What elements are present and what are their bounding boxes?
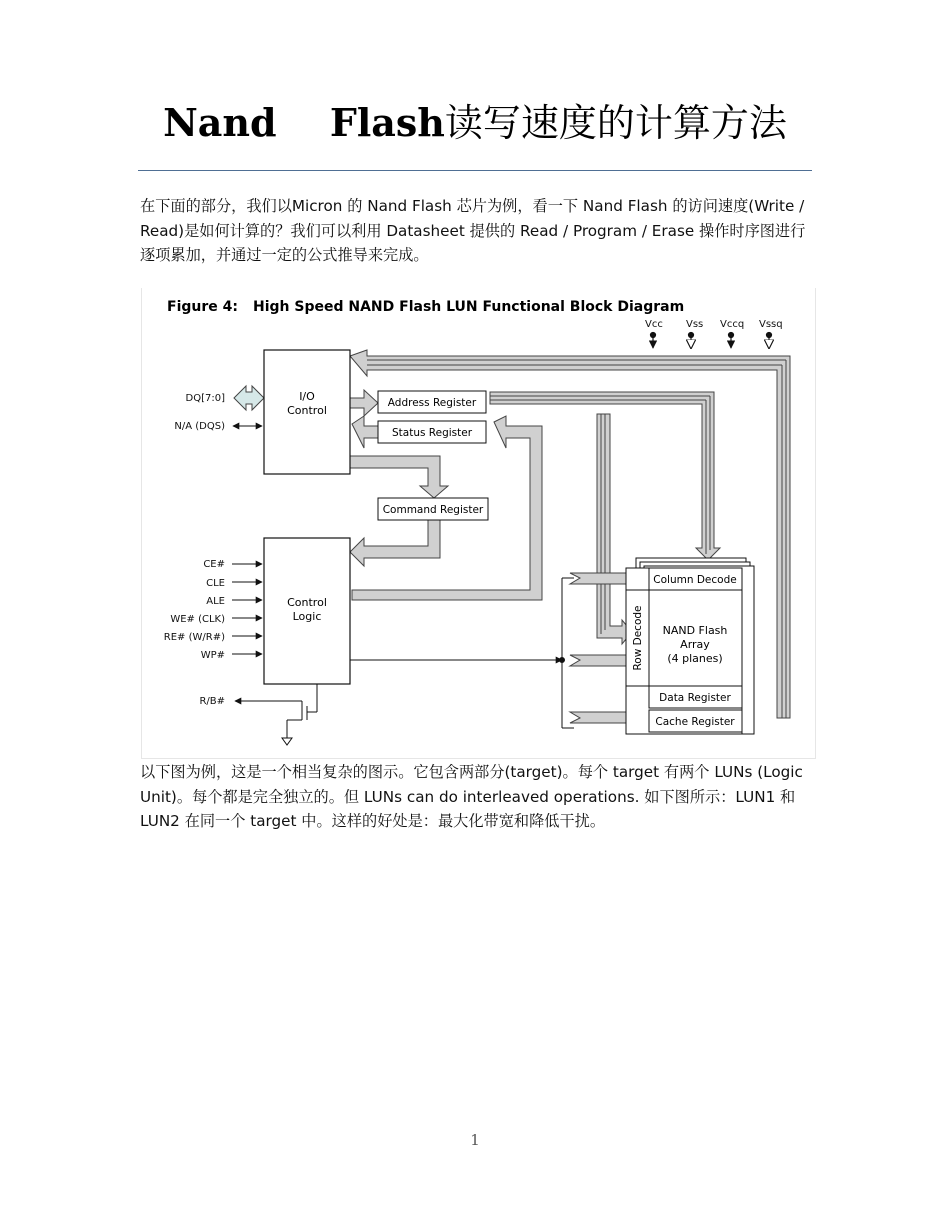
column-decode-label: Column Decode bbox=[653, 574, 737, 586]
cache-register-label: Cache Register bbox=[655, 716, 735, 728]
page-title bbox=[0, 92, 950, 147]
signal-dq: DQ[7:0] bbox=[185, 393, 225, 404]
page-title-latin: Nand Flash bbox=[163, 100, 445, 145]
signal-ce: CE# bbox=[203, 559, 225, 570]
control-signal-labels bbox=[164, 559, 225, 707]
page-number: 1 bbox=[470, 1131, 480, 1149]
intro-paragraph: 在下面的部分，我们以Micron 的 Nand Flash 芯片为例，看一下 Nand Flash 的访问速度(Write / Read)是如何计算的？我们可以利用 Datasheet 提供的 Read / Program / Erase 操作时序图进行逐项累加，并通过一定的公式推导来完成。 bbox=[140, 197, 806, 264]
pin-vcc: Vcc bbox=[645, 319, 663, 330]
pin-vss: Vss bbox=[686, 319, 704, 330]
signal-wp: WP# bbox=[200, 650, 225, 661]
control-signal-arrows bbox=[232, 564, 262, 654]
array-label-2: Array bbox=[680, 638, 710, 651]
array-label-3: (4 planes) bbox=[667, 652, 723, 665]
signal-cle: CLE bbox=[206, 578, 225, 589]
block-diagram-figure bbox=[141, 288, 816, 759]
power-pin-arrows bbox=[651, 333, 772, 349]
body-paragraph: 以下图为例，这是一个相当复杂的图示。它包含两部分(target)。每个 target 有两个 LUNs (Logic Unit)。每个都是完全独立的。但 LUNs can do interleaved operations. 如下图所示：LUN1 和 LUN2 在同一个 target 中。这样的好处是：最大化带宽和降低干扰。 bbox=[140, 763, 803, 830]
pin-vssq: Vssq bbox=[759, 319, 783, 330]
address-register-label: Address Register bbox=[387, 397, 477, 409]
status-register-label: Status Register bbox=[391, 427, 473, 439]
signal-dqs: N/A (DQS) bbox=[174, 421, 225, 432]
control-logic-label-2: Logic bbox=[292, 610, 322, 623]
figure-label: Figure 4: bbox=[167, 299, 238, 315]
io-signal-labels bbox=[174, 393, 225, 432]
dq-bidirectional-arrow bbox=[234, 386, 264, 410]
control-logic-label-1: Control bbox=[287, 596, 327, 609]
signal-re: RE# (W/R#) bbox=[163, 632, 225, 643]
command-register-label: Command Register bbox=[382, 504, 484, 516]
title-divider bbox=[138, 170, 812, 171]
signal-ale: ALE bbox=[206, 596, 225, 607]
power-pins bbox=[645, 319, 783, 330]
io-control-label-2: Control bbox=[287, 404, 327, 417]
nand-array-block bbox=[626, 568, 742, 734]
array-label-1: NAND Flash bbox=[662, 624, 728, 637]
figure-caption: High Speed NAND Flash LUN Functional Block Diagram bbox=[253, 299, 685, 315]
page-title-cjk: 读写速度的计算方法 bbox=[444, 101, 787, 145]
signal-rb: R/B# bbox=[199, 696, 225, 707]
io-control-label-1: I/O bbox=[299, 390, 315, 403]
pin-vccq: Vccq bbox=[720, 319, 745, 330]
block-diagram bbox=[142, 288, 815, 758]
io-to-address-arrow bbox=[350, 390, 378, 416]
data-register-label: Data Register bbox=[659, 692, 731, 704]
rb-open-drain bbox=[235, 684, 317, 745]
signal-we: WE# (CLK) bbox=[170, 614, 225, 625]
row-decode-label: Row Decode bbox=[632, 605, 644, 671]
